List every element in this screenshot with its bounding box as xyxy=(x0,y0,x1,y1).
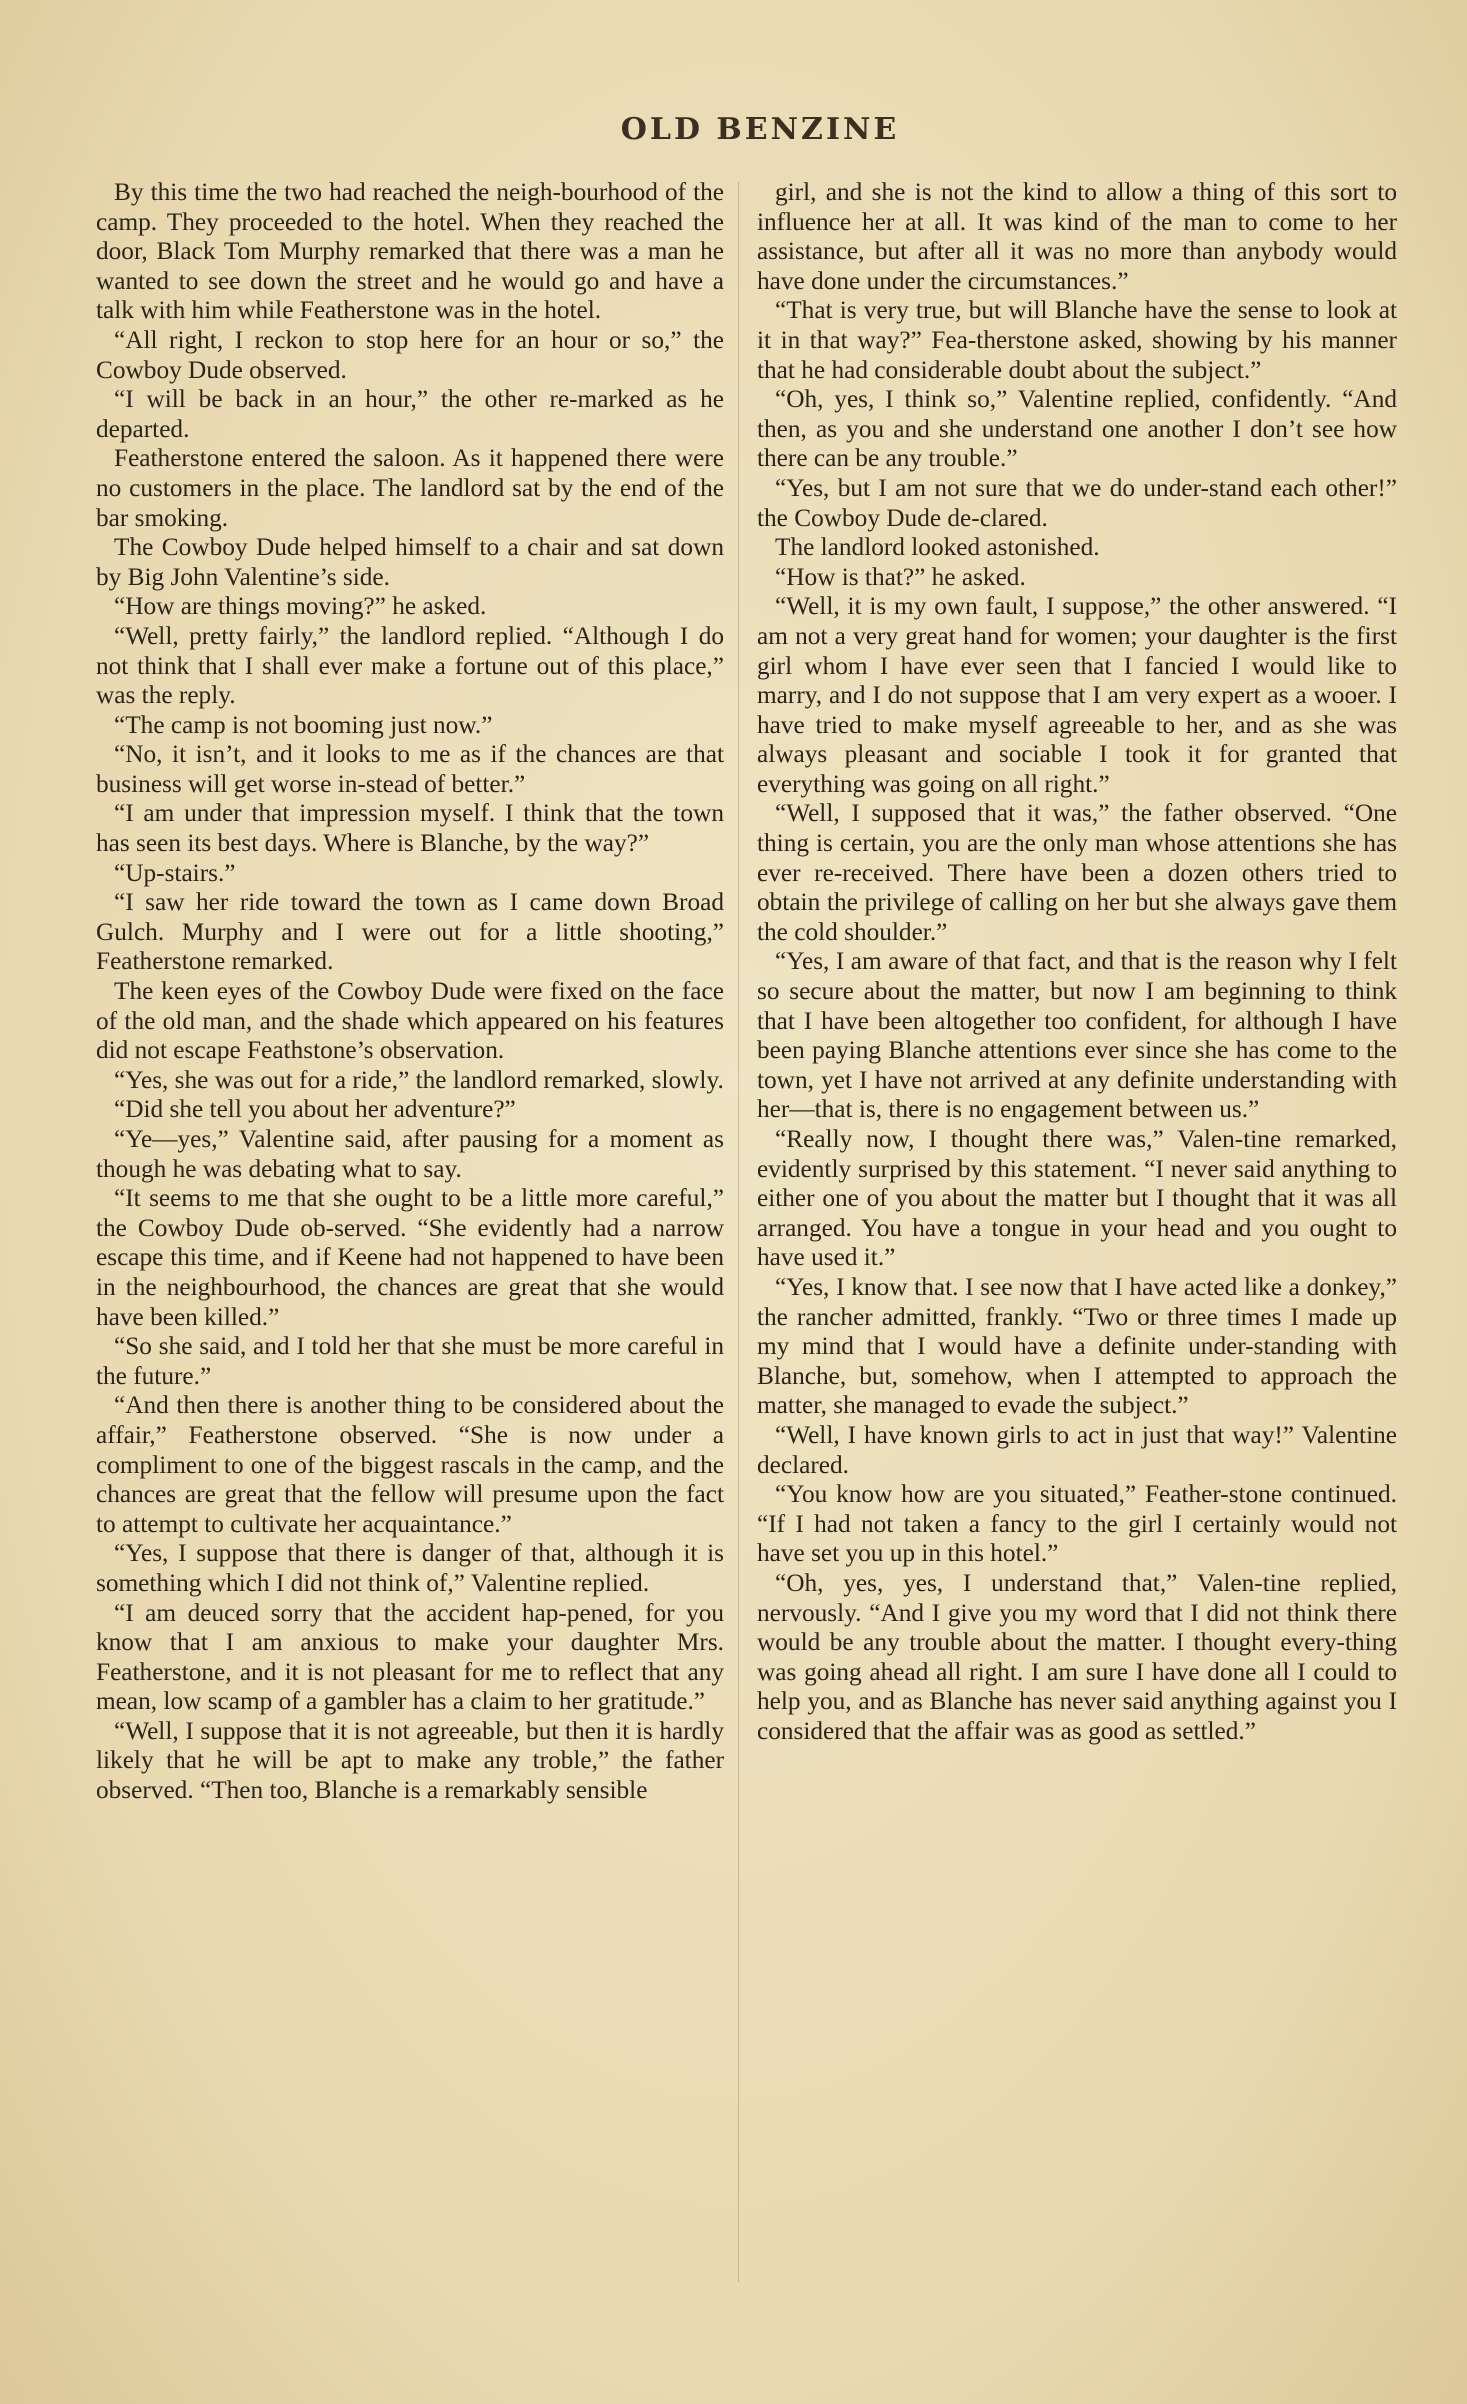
paragraph: “Yes, but I am not sure that we do under-stand each other!” the Cowboy Dude de-clared. xyxy=(757,473,1397,532)
paragraph: “Well, I have known girls to act in just that way!” Valentine declared. xyxy=(757,1420,1397,1479)
paragraph: “Yes, she was out for a ride,” the landlord remarked, slowly. xyxy=(114,1065,724,1094)
paragraph: “And then there is another thing to be considered about the affair,” Featherstone observed. “She is now under a compliment to one of the biggest rascals in the camp, and the chances are great that the fellow will presume upon the fact to attempt to cultivate her acquaintance.” xyxy=(96,1391,724,1538)
column-divider xyxy=(738,182,739,2282)
paragraph: “That is very true, but will Blanche have the sense to look at it in that way?” Fea-therstone asked, showing by his manner that he had considerable doubt about the subject.” xyxy=(757,296,1397,384)
paragraph: “Did she tell you about her adventure?” xyxy=(114,1095,516,1124)
paragraph: “Up-stairs.” xyxy=(114,858,236,887)
right-column xyxy=(757,178,1397,1746)
paragraph: “Well, I supposed that it was,” the father observed. “One thing is certain, you are the only man whose attentions she has ever re-received. There have been a dozen others tried to obtain the privilege of calling on her but she always gave them the cold shoulder.” xyxy=(757,799,1397,946)
paragraph: “Yes, I know that. I see now that I have acted like a donkey,” the rancher admitted, frankly. “Two or three times I made up my mind that I would have a definite under-standing with Blanche, but, somehow, when I attempted to approach the matter, she managed to evade the subject.” xyxy=(757,1272,1397,1420)
paragraph: By this time the two had reached the neigh-bourhood of the camp. They proceeded to the hotel. When they reached the door, Black Tom Murphy remarked that there was a man he wanted to see down the street and he would go and have a talk with him while Featherstone was in the hotel. xyxy=(96,178,724,325)
paragraph: Featherstone entered the saloon. As it happened there were no customers in the place. The landlord sat by the end of the bar smoking. xyxy=(96,444,724,532)
paragraph: “I will be back in an hour,” the other re-marked as he departed. xyxy=(96,385,724,443)
paragraph: “Well, it is my own fault, I suppose,” the other answered. “I am not a very great hand for women; your daughter is the first girl whom I have ever seen that I fancied I would like to marry, and I do not suppose that I am very expert as a wooer. I have tried to make myself agreeable to her, and as she was always pleasant and sociable I took it for granted that everything was going on all right.” xyxy=(757,592,1397,798)
paragraph: The Cowboy Dude helped himself to a chair and sat down by Big John Valentine’s side. xyxy=(96,533,724,591)
left-column xyxy=(96,178,724,1806)
paragraph: “I am under that impression myself. I think that the town has seen its best days. Where is Blanche, by the way?” xyxy=(96,799,724,858)
paragraph: The keen eyes of the Cowboy Dude were fixed on the face of the old man, and the shade which appeared on his features did not escape Feathstone’s observation. xyxy=(96,977,724,1065)
paragraph: “I am deuced sorry that the accident hap-pened, for you know that I am anxious to make your daughter Mrs. Featherstone, and it is not pleasant for me to reflect that any mean, low scamp of a gambler has a claim to her gratitude.” xyxy=(96,1598,724,1716)
paragraph: “It seems to me that she ought to be a little more careful,” the Cowboy Dude ob-served. “She evidently had a narrow escape this time, and if Keene had not happened to have been in the neighbourhood, the chances are great that she would have been killed.” xyxy=(96,1184,724,1331)
paragraph: The landlord looked astonished. xyxy=(775,533,1100,562)
paragraph: “Really now, I thought there was,” Valen-tine remarked, evidently surprised by this statement. “I never said anything to either one of you about the matter but I thought that it was all arranged. You have a tongue in your head and you ought to have used it.” xyxy=(757,1125,1397,1272)
paragraph: “You know how are you situated,” Feather-stone continued. “If I had not taken a fancy to the girl I certainly would not have set you up in this hotel.” xyxy=(757,1480,1397,1568)
paragraph: “So she said, and I told her that she must be more careful in the future.” xyxy=(96,1332,724,1390)
paragraph: “Yes, I suppose that there is danger of that, although it is something which I did not think of,” Valentine replied. xyxy=(96,1539,724,1597)
paragraph: “Well, pretty fairly,” the landlord replied. “Although I do not think that I shall ever make a fortune out of this place,” was the reply. xyxy=(96,621,724,710)
paragraph: “The camp is not booming just now.” xyxy=(114,710,493,739)
paragraph: “How is that?” he asked. xyxy=(775,562,1026,591)
paragraph: “Oh, yes, I think so,” Valentine replied, confidently. “And then, as you and she understand one another I don’t see how there can be any trouble.” xyxy=(757,385,1397,473)
paragraph: “I saw her ride toward the town as I came down Broad Gulch. Murphy and I were out for a little shooting,” Featherstone remarked. xyxy=(96,888,724,976)
paragraph: “Yes, I am aware of that fact, and that is the reason why I felt so secure about the matter, but now I am beginning to think that I have been altogether too confident, for although I have been paying Blanche attentions ever since she has come to the town, yet I have not arrived at any definite understanding with her—that is, there is no engagement between us.” xyxy=(757,947,1397,1124)
paragraph: “Oh, yes, yes, I understand that,” Valen-tine replied, nervously. “And I give you my word that I did not think there would be any trouble about the matter. I thought every-thing was going ahead all right. I am sure I have done all I could to help you, and as Blanche has never said anything against you I considered that the affair was as good as settled.” xyxy=(757,1568,1397,1745)
paragraph: “Well, I suppose that it is not agreeable, but then it is hardly likely that he will be apt to make any troble,” the father observed. “Then too, Blanche is a remarkably sensible xyxy=(96,1716,724,1805)
paragraph: “All right, I reckon to stop here for an hour or so,” the Cowboy Dude observed. xyxy=(96,325,724,384)
paragraph: “Ye—yes,” Valentine said, after pausing for a moment as though he was debating what to say. xyxy=(96,1125,724,1183)
paragraph: “No, it isn’t, and it looks to me as if the chances are that business will get worse in-stead of better.” xyxy=(96,740,724,798)
paragraph: “How are things moving?” he asked. xyxy=(114,592,487,621)
page-header: OLD BENZINE xyxy=(620,112,900,147)
paragraph: girl, and she is not the kind to allow a thing of this sort to influence her at all. It was kind of the man to come to her assistance, but after all it was no more than anybody would have done under the circumstances.” xyxy=(757,178,1397,295)
